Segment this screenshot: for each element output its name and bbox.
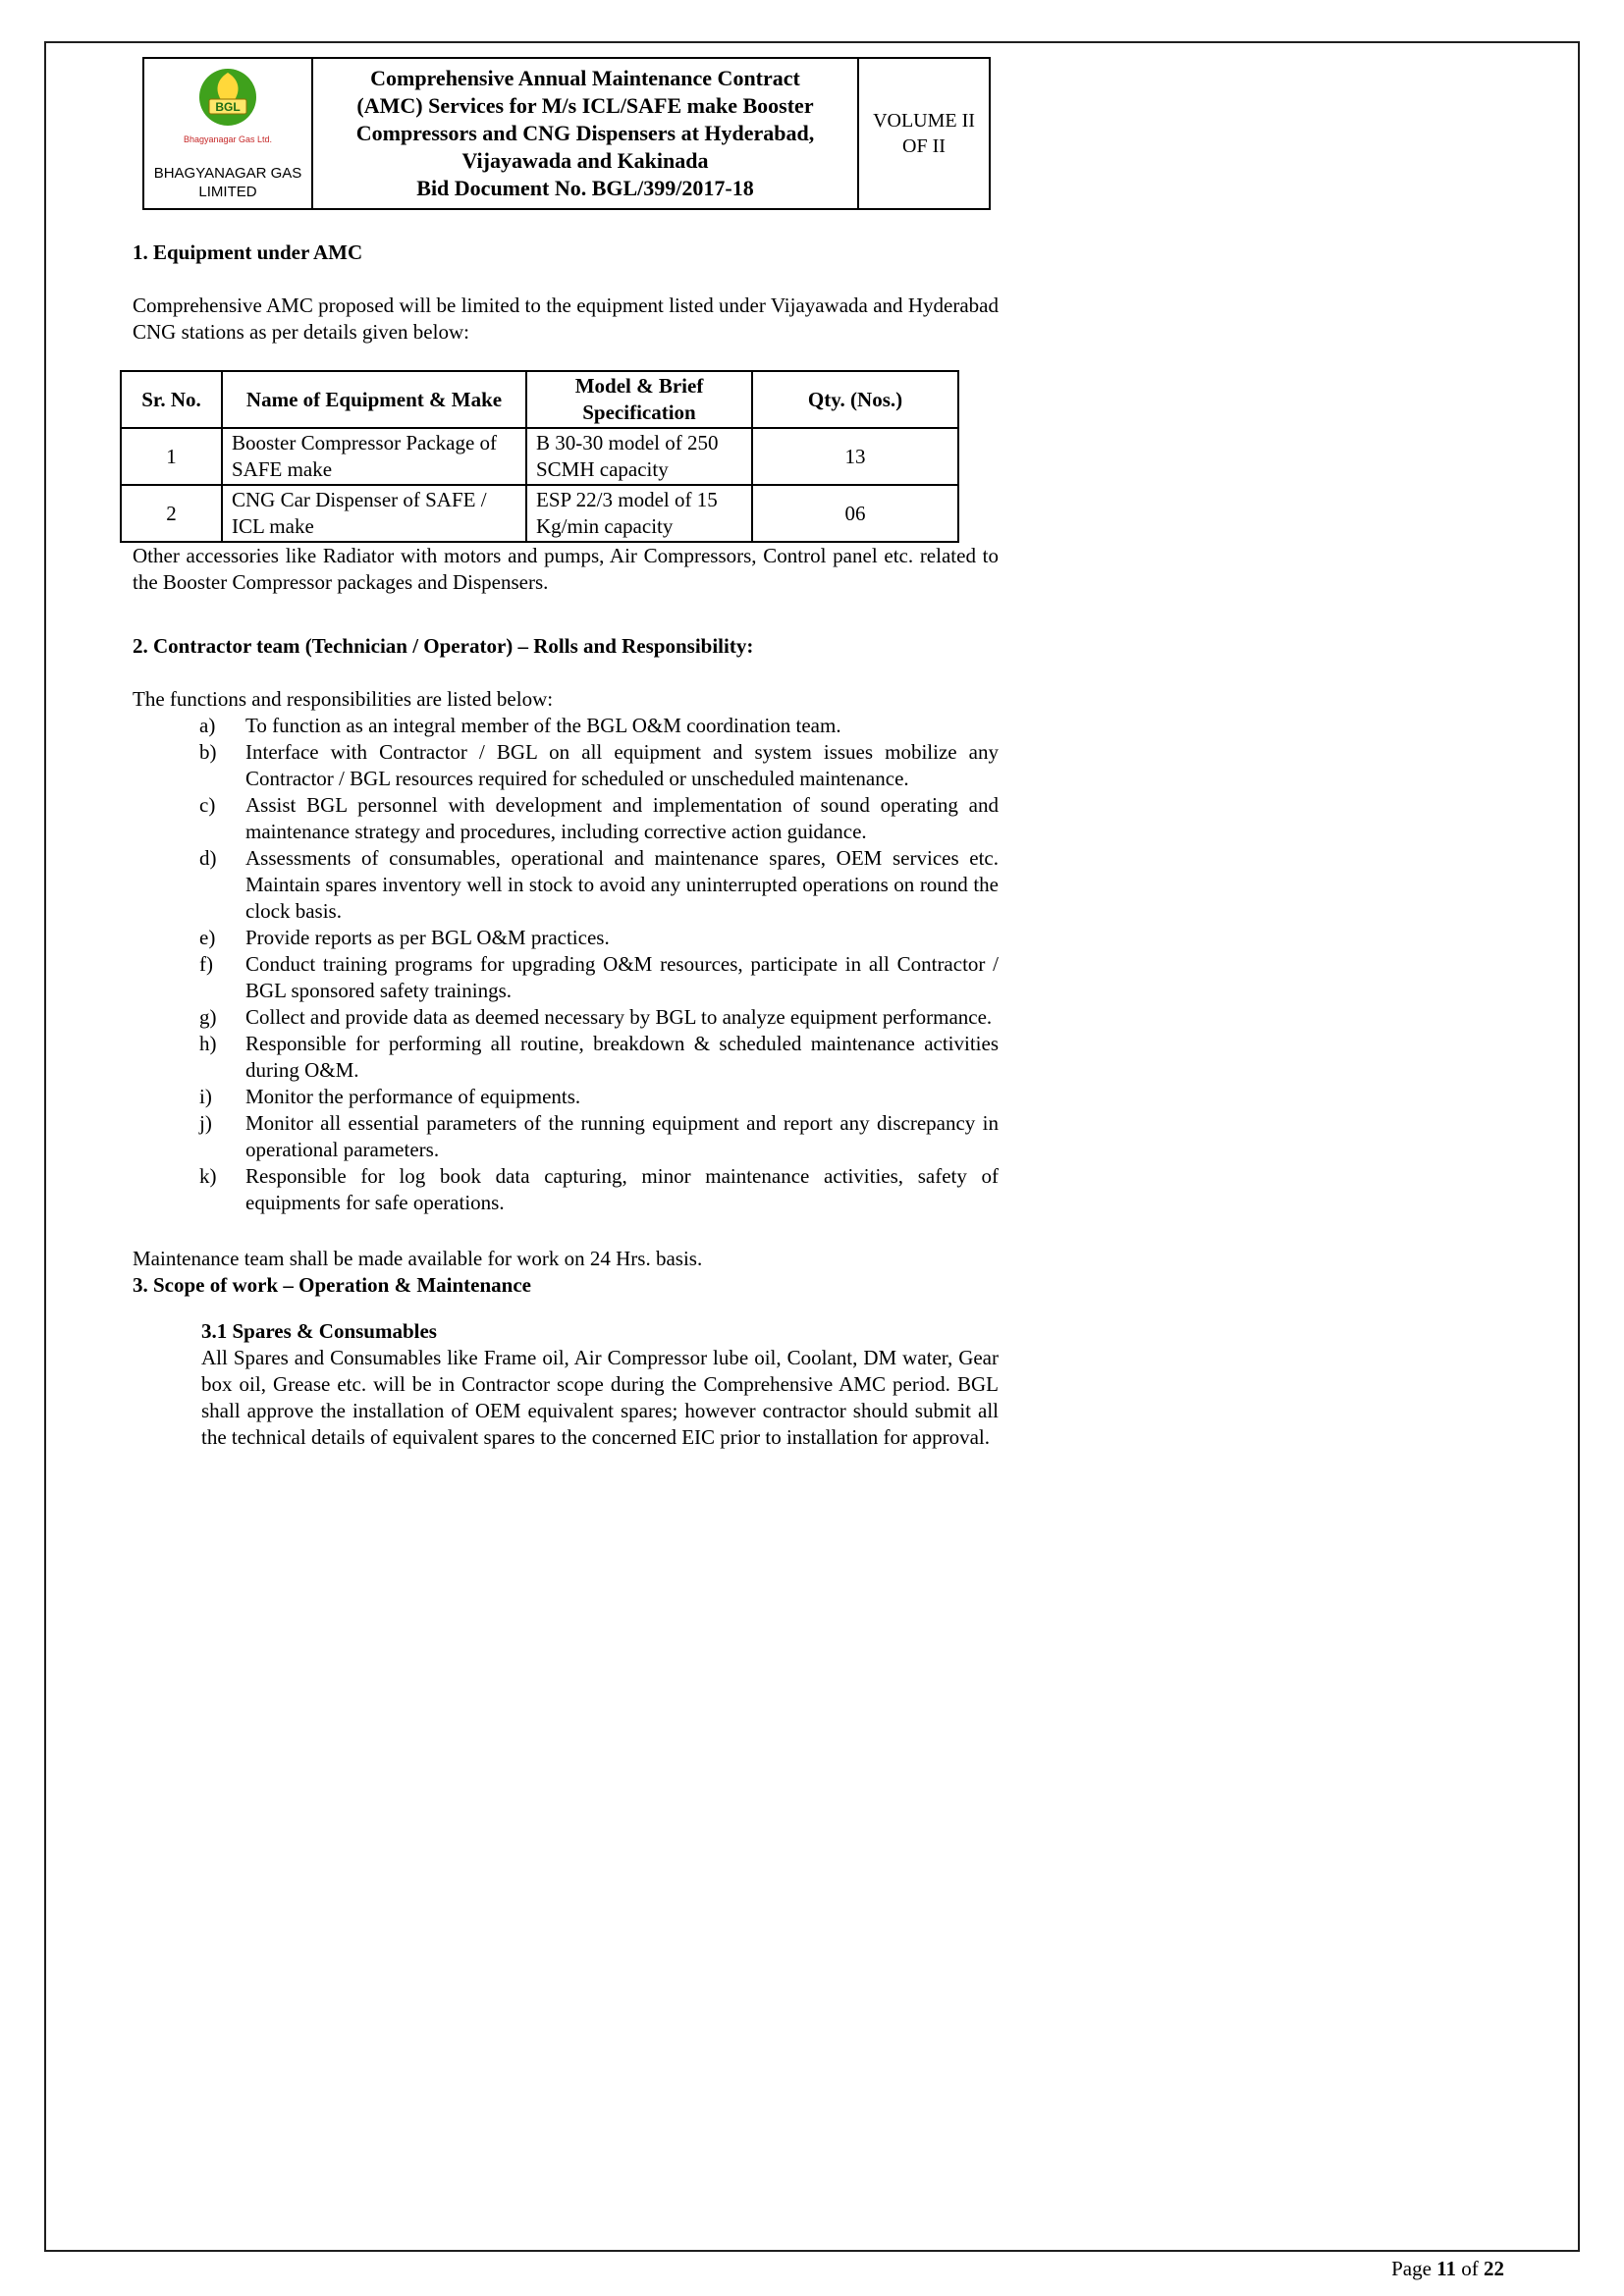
cell-sr-no: 1	[121, 428, 222, 485]
list-item-text: To function as an integral member of the BGL O&M coordination team.	[245, 714, 841, 737]
list-item-label: i)	[199, 1085, 212, 1108]
list-item-text: Monitor all essential parameters of the running equipment and report any discrepancy in operational parameters.	[245, 1111, 999, 1161]
list-item-text: Conduct training programs for upgrading O&M resources, participate in all Contractor / BGL sponsored safety trainings.	[245, 952, 999, 1002]
equipment-table-header-row	[121, 371, 958, 428]
list-item	[199, 713, 999, 739]
list-item-text: Collect and provide data as deemed necessary by BGL to analyze equipment performance.	[245, 1005, 993, 1029]
cell-qty: 13	[752, 428, 958, 485]
volume-line2: OF II	[902, 135, 946, 157]
bgl-logo-icon	[179, 66, 277, 156]
list-item-label: f)	[199, 952, 213, 976]
volume-line1: VOLUME II	[873, 110, 975, 132]
footer-of-label: of	[1461, 2257, 1479, 2280]
list-item	[199, 739, 999, 792]
org-name-line2: LIMITED	[198, 184, 257, 200]
list-item-label: d)	[199, 846, 217, 870]
section-2-heading: 2. Contractor team (Technician / Operator) – Rolls and Responsibility:	[133, 634, 754, 658]
title-line: Comprehensive Annual Maintenance Contract	[370, 66, 800, 90]
org-name-line1: BHAGYANAGAR GAS	[153, 165, 302, 182]
equipment-table	[120, 370, 959, 543]
list-item-label: a)	[199, 714, 216, 737]
cell-equipment-name: CNG Car Dispenser of SAFE / ICL make	[222, 485, 526, 542]
subsection-3-1-heading: 3.1 Spares & Consumables	[201, 1319, 437, 1343]
subsection-3-1-body: All Spares and Consumables like Frame oil, Air Compressor lube oil, Coolant, DM water, Gear box oil, Grease etc. will be in Contractor scope during the Comprehensive AMC period. BGL shall approve the installation of OEM equivalent spares; however contractor should submit all the technical details of equivalent spares to the concerned EIC prior to installation for approval.	[201, 1346, 999, 1449]
section-2-intro: The functions and responsibilities are listed below:	[133, 687, 554, 711]
page-footer	[1391, 2256, 1504, 2281]
footer-label: Page	[1391, 2257, 1432, 2280]
cell-sr-no: 2	[121, 485, 222, 542]
list-item	[199, 1004, 999, 1031]
responsibilities-list	[133, 713, 999, 1216]
cell-equipment-name: Booster Compressor Package of SAFE make	[222, 428, 526, 485]
subsection-3-1	[201, 1318, 999, 1451]
cell-qty: 06	[752, 485, 958, 542]
list-item	[199, 1031, 999, 1084]
list-item	[199, 845, 999, 925]
list-item-text: Interface with Contractor / BGL on all equipment and system issues mobilize any Contractor / BGL resources required for scheduled or unscheduled maintenance.	[245, 740, 999, 790]
list-item-label: h)	[199, 1032, 217, 1055]
list-item-text: Monitor the performance of equipments.	[245, 1085, 581, 1108]
org-name	[146, 164, 309, 201]
title-line: (AMC) Services for M/s ICL/SAFE make Booster	[356, 93, 814, 118]
bid-document-number: Bid Document No. BGL/399/2017-18	[416, 176, 754, 200]
list-item-label: k)	[199, 1164, 217, 1188]
volume-label	[858, 58, 990, 209]
list-item-text: Responsible for log book data capturing, minor maintenance activities, safety of equipments for safe operations.	[245, 1164, 999, 1214]
logo-cell	[143, 58, 312, 209]
list-item-label: b)	[199, 740, 217, 764]
section-1-intro: Comprehensive AMC proposed will be limited to the equipment listed under Vijayawada and Hyderabad CNG stations as per details given below:	[133, 294, 999, 344]
col-header-qty: Qty. (Nos.)	[752, 371, 958, 428]
table-row	[121, 485, 958, 542]
cell-model: B 30-30 model of 250 SCMH capacity	[526, 428, 752, 485]
list-item	[199, 1110, 999, 1163]
list-item-text: Provide reports as per BGL O&M practices.	[245, 926, 610, 949]
equipment-note: Other accessories like Radiator with motors and pumps, Air Compressors, Control panel etc. related to the Booster Compressor packages and Dispensers.	[133, 544, 999, 594]
footer-page-number: 11	[1436, 2257, 1456, 2280]
list-item-text: Assessments of consumables, operational and maintenance spares, OEM services etc. Maintain spares inventory well in stock to avoid any uninterrupted operations on round the clock basis.	[245, 846, 999, 923]
list-item-text: Responsible for performing all routine, breakdown & scheduled maintenance activities during O&M.	[245, 1032, 999, 1082]
cell-model: ESP 22/3 model of 15 Kg/min capacity	[526, 485, 752, 542]
list-item-label: c)	[199, 793, 216, 817]
list-item-text: Assist BGL personnel with development and implementation of sound operating and maintenance strategy and procedures, including corrective action guidance.	[245, 793, 999, 843]
table-row	[121, 428, 958, 485]
title-line: Vijayawada and Kakinada	[461, 148, 709, 173]
list-item-label: e)	[199, 926, 216, 949]
title-line: Compressors and CNG Dispensers at Hyderabad,	[355, 121, 815, 145]
col-header-sr-no: Sr. No.	[121, 371, 222, 428]
section-1-heading: 1. Equipment under AMC	[133, 240, 363, 264]
logo-acronym: BGL	[215, 100, 241, 114]
col-header-name: Name of Equipment & Make	[222, 371, 526, 428]
list-item-label: g)	[199, 1005, 217, 1029]
list-item	[199, 951, 999, 1004]
list-item	[199, 1163, 999, 1216]
list-item	[199, 925, 999, 951]
section-3-heading: 3. Scope of work – Operation & Maintenance	[133, 1273, 531, 1297]
col-header-model: Model & Brief Specification	[526, 371, 752, 428]
document-header-table	[142, 57, 991, 210]
logo-caption: Bhagyanagar Gas Ltd.	[183, 134, 273, 144]
footer-total-pages: 22	[1484, 2257, 1504, 2280]
list-item-label: j)	[199, 1111, 212, 1135]
document-title	[312, 58, 858, 209]
list-item	[199, 1084, 999, 1110]
page-content	[133, 57, 999, 1451]
list-item	[199, 792, 999, 845]
availability-note: Maintenance team shall be made available for work on 24 Hrs. basis.	[133, 1247, 703, 1270]
